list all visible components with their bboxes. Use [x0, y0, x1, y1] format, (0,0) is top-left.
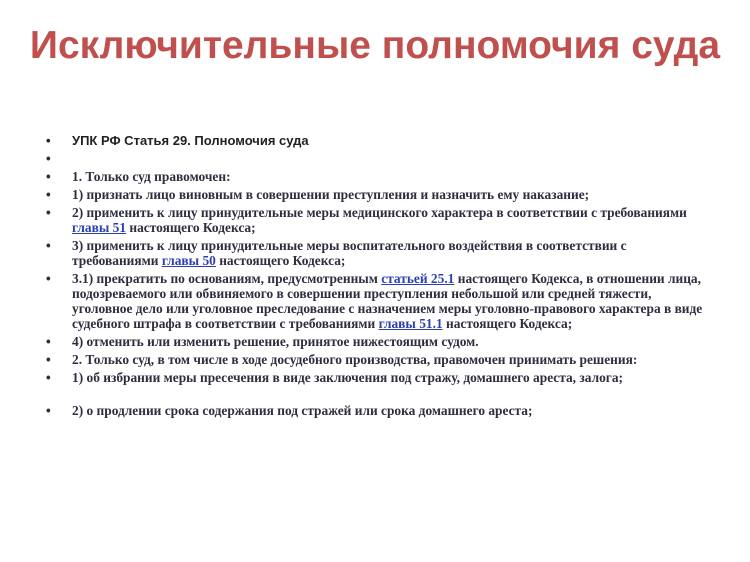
link-chapter-51[interactable]: главы 51 — [72, 220, 127, 235]
list-item — [44, 238, 704, 268]
list-item — [44, 271, 704, 331]
item-text: 2) применить к лицу принудительные меры медицинского характера в соответствии с требованиями — [72, 205, 687, 220]
item-text: 3) применить к лицу принудительные меры воспитательного воздействия в соответствии с требованиями — [72, 238, 627, 268]
list-item: • 1. Только суд правомочен: — [44, 169, 704, 184]
list-item: • 1) об избрании меры пресечения в виде заключения под стражу, домашнего ареста, залога; — [44, 370, 704, 385]
link-chapter-51-1[interactable]: главы 51.1 — [378, 316, 443, 331]
link-article-25-1[interactable]: статьей 25.1 — [381, 271, 455, 286]
item-text: настоящего Кодекса, в отношении лица, подозреваемого или обвиняемого в совершении преступления небольшой или средней тяжести, уголовное дело или уголовное преследование с назначением меры уголовно-правового характера в виде судебного штрафа в соответствии с требованиями — [72, 271, 703, 331]
item-text: настоящего Кодекса; — [215, 253, 346, 268]
list-item: • 2) о продлении срока содержания под стражей или срока домашнего ареста; — [44, 403, 704, 418]
list-item: • 2. Только суд, в том числе в ходе досудебного производства, правомочен принимать решения: — [44, 352, 704, 367]
list-item-empty — [44, 151, 704, 166]
link-chapter-50[interactable]: главы 50 — [161, 253, 216, 268]
slide-title: Исключительные полномочия суда — [29, 24, 721, 67]
item-text: настоящего Кодекса; — [126, 220, 256, 235]
list-item — [44, 205, 704, 235]
bullet-list — [44, 133, 704, 421]
list-item: • 1) признать лицо виновным в совершении преступления и назначить ему наказание; — [44, 187, 704, 202]
list-item: • УПК РФ Статья 29. Полномочия суда — [44, 133, 704, 148]
item-text: 3.1) прекратить по основаниям, предусмотренным — [72, 271, 382, 286]
item-text: настоящего Кодекса; — [442, 316, 573, 331]
list-item: • 4) отменить или изменить решение, принятое нижестоящим судом. — [44, 334, 704, 349]
